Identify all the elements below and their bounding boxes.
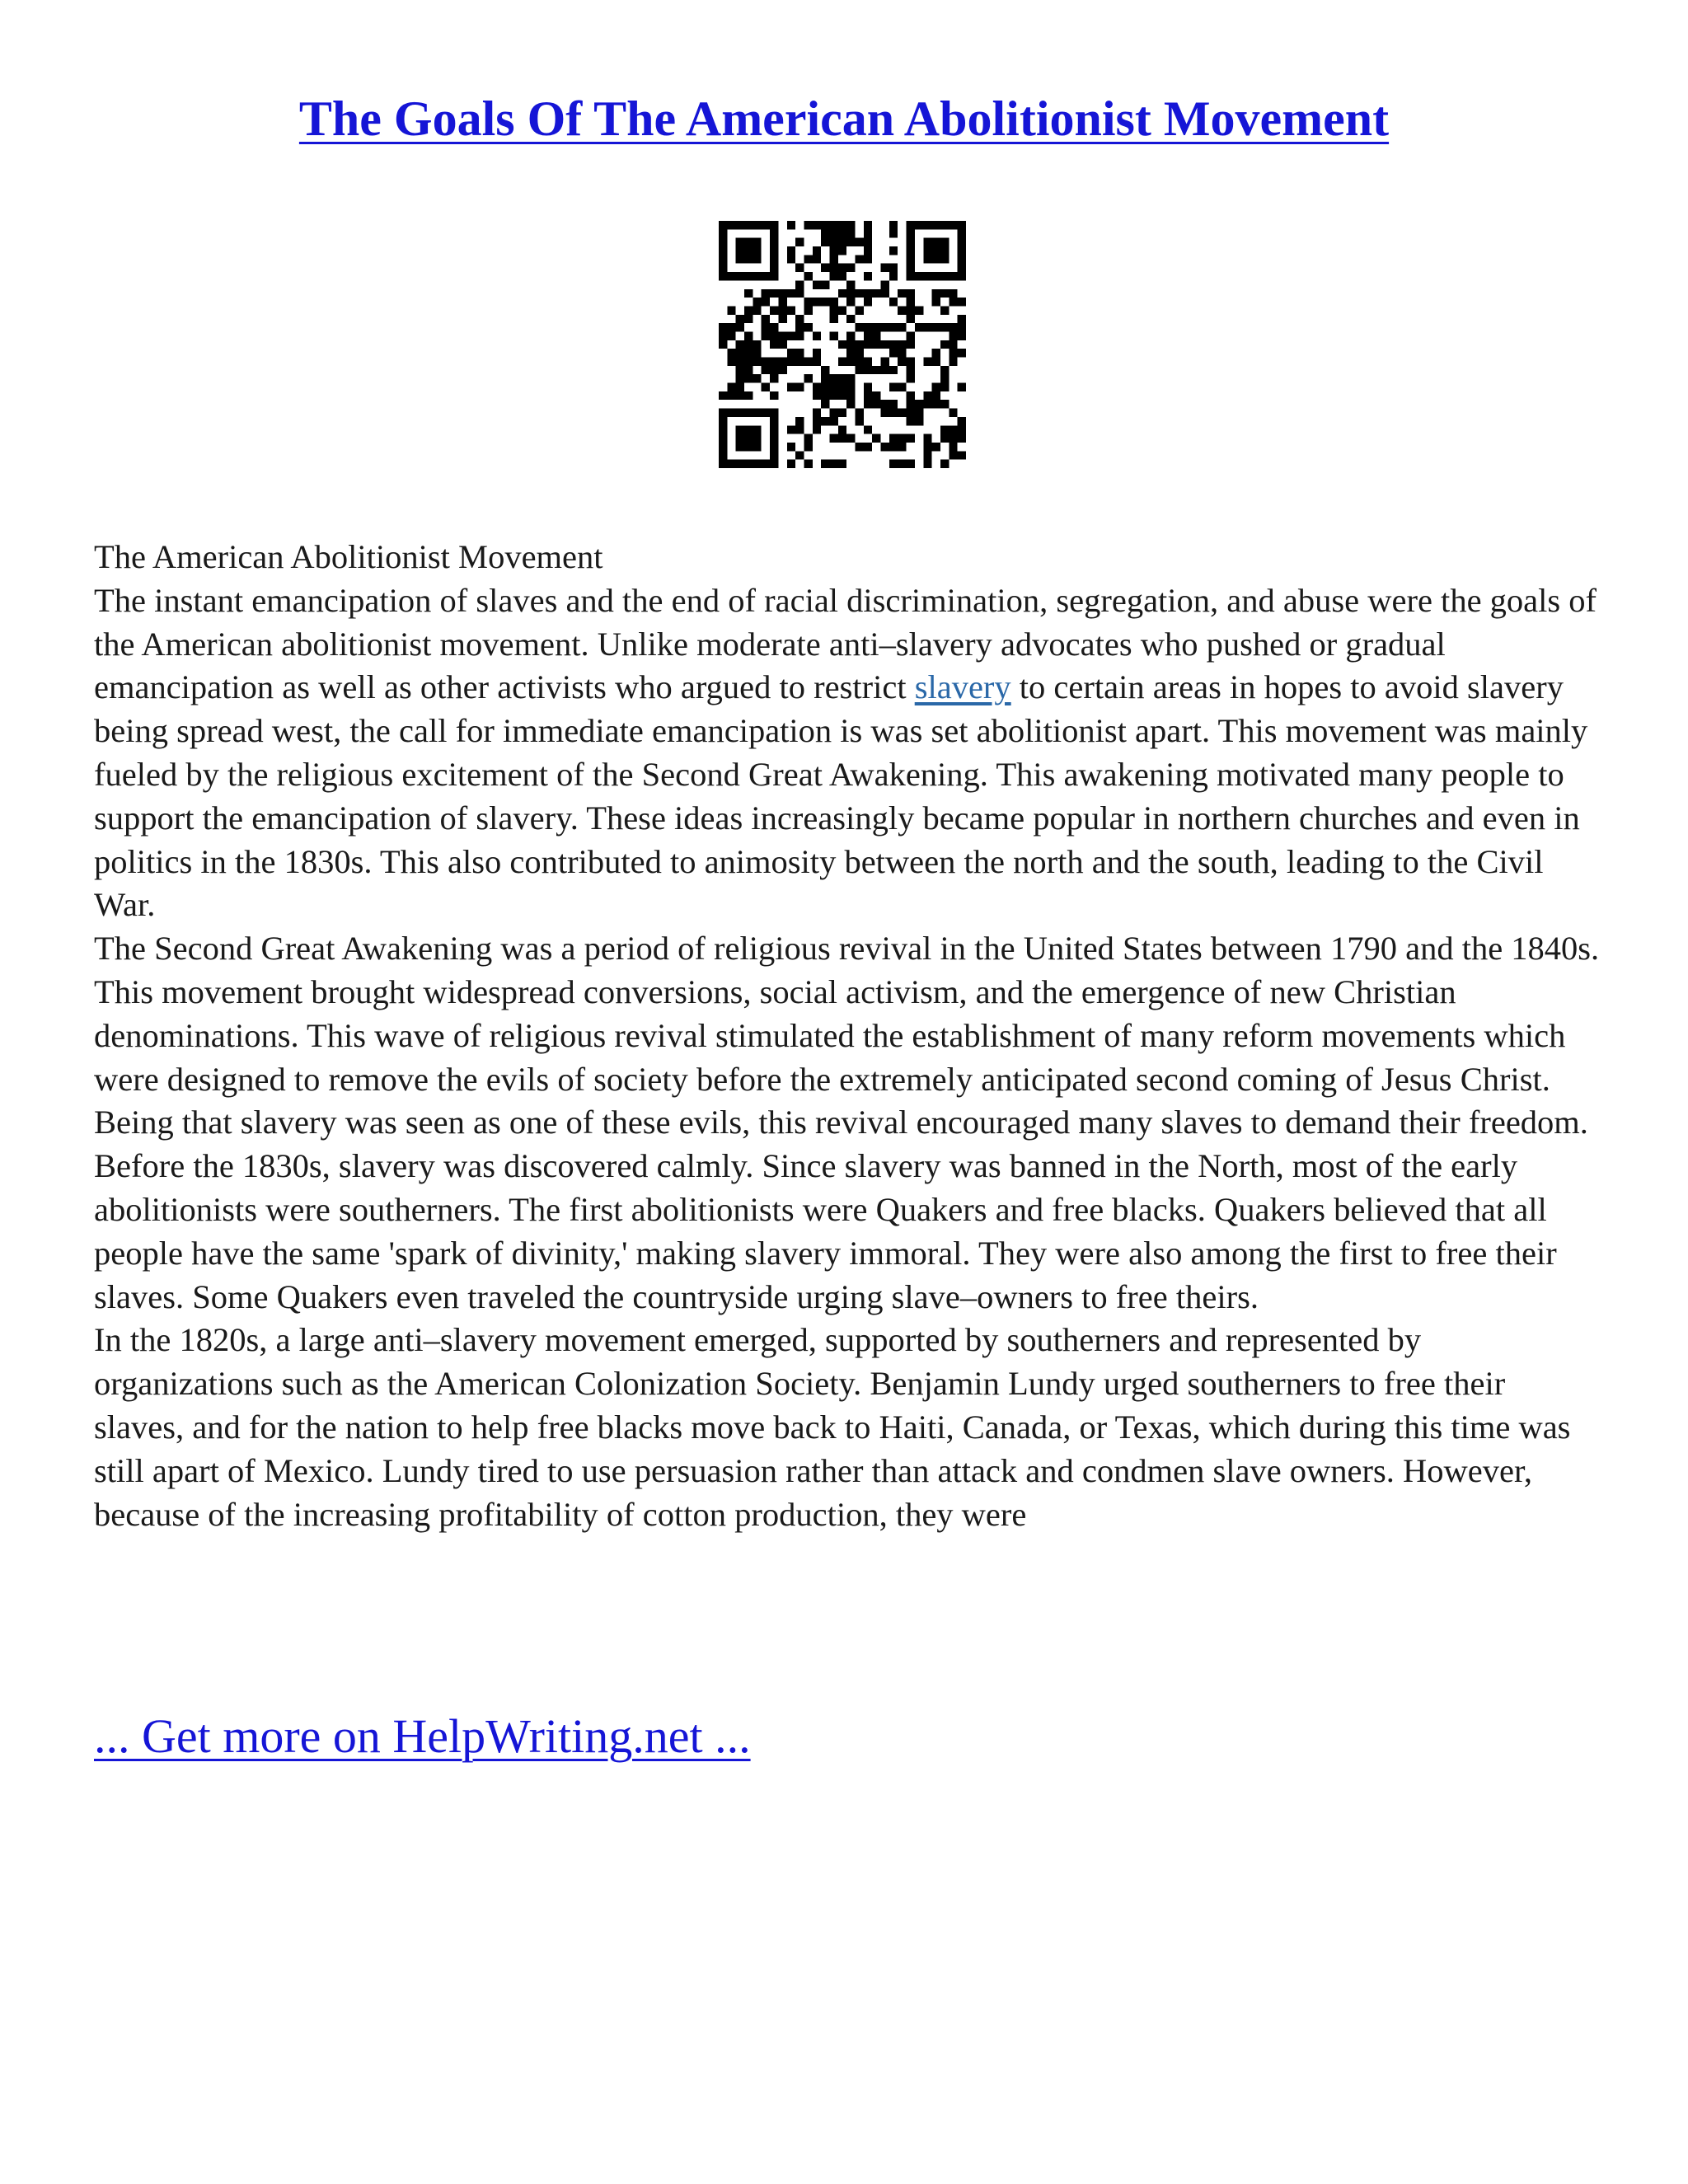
document-title — [0, 89, 1688, 148]
paragraph-4: In the 1820s, a large anti–slavery movement emerged, supported by southerners and represented by organizations such as the American Colonization Society. Benjamin Lundy urged southerners to free their slaves, and for the nation to help free blacks move back to Haiti, Canada, or Texas, which during this time was still apart of Mexico. Lundy tired to use persuasion rather than attack and condmen slave owners. However, because of the increasing profitability of cotton production, they were — [94, 1321, 1571, 1533]
get-more-section — [94, 1708, 751, 1765]
paragraph-1-text-b: to certain areas in hopes to avoid slavery being spread west, the call for immediate emancipation is was set abolitionist apart. This movement was mainly fueled by the religious excitement of the Second Great Awakening. This awakening motivated many people to support the emancipation of slavery. These ideas increasingly became popular in northern churches and even in politics in the 1830s. This also contributed to animosity between the north and the south, leading to the Civil War. — [94, 668, 1588, 924]
slavery-link[interactable]: slavery — [914, 668, 1011, 706]
paragraph-1 — [94, 579, 1602, 927]
paragraph-2: The Second Great Awakening was a period of religious revival in the United States between 1790 and the 1840s. This movement brought widespread conversions, social activism, and the emergence of new Christian denominations. This wave of religious revival stimulated the establishment of many reform movements which were designed to remove the evils of society before the extremely anticipated second coming of Jesus Christ. Being that slavery was seen as one of these evils, this revival encouraged many slaves to demand their freedom. — [94, 930, 1600, 1141]
paragraph-3: Before the 1830s, slavery was discovered calmly. Since slavery was banned in the North, most of the early abolitionists were southerners. The first abolitionists were Quakers and free blacks. Quakers believed that all people have the same 'spark of divinity,' making slavery immoral. They were also among the first to free their slaves. Some Quakers even traveled the countryside urging slave–owners to free theirs. — [94, 1147, 1557, 1315]
get-more-link[interactable]: ... Get more on HelpWriting.net ... — [94, 1709, 751, 1763]
document-heading: The American Abolitionist Movement — [94, 538, 603, 575]
paragraph-1-text-a: The instant emancipation of slaves and the end of racial discrimination, segregation, and abuse were the goals of the American abolitionist movement. Unlike moderate anti–slavery advocates who pushed or gradual emancipation as well as other activists who argued to restrict — [94, 581, 1597, 706]
title-link[interactable]: The Goals Of The American Abolitionist Movement — [298, 91, 1390, 146]
document-body — [94, 536, 1602, 1536]
qr-code-icon — [719, 221, 966, 468]
